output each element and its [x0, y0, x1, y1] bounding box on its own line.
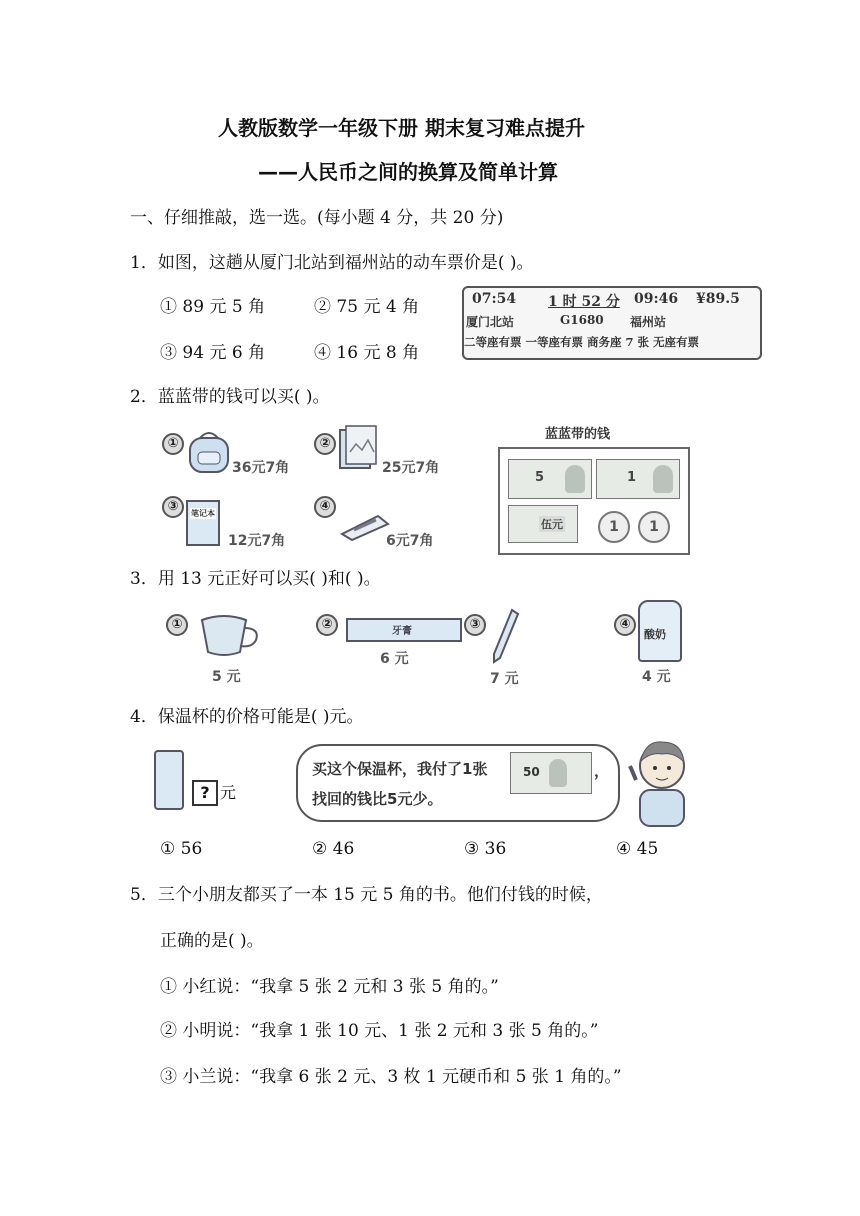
- speech-comma: ，: [594, 762, 610, 780]
- one-yuan-coin: 1: [598, 511, 630, 543]
- q1-option-4[interactable]: ④ 16 元 8 角: [314, 343, 420, 363]
- q3-item-2-price: 6 元: [380, 651, 409, 667]
- cup-icon[interactable]: [198, 612, 264, 664]
- money-title: 蓝蓝带的钱: [545, 427, 611, 442]
- yogurt-label: 酸奶: [644, 628, 666, 641]
- q2-item-1-price: 36元7角: [232, 460, 290, 476]
- pen-icon[interactable]: [488, 606, 522, 670]
- q2-item-1-number: ①: [162, 433, 184, 455]
- depart-time: 07:54: [472, 291, 517, 307]
- portrait-icon: [549, 759, 567, 787]
- q2-item-4-price: 6元7角: [386, 533, 434, 549]
- speech-line-2: 找回的钱比5元少。: [312, 790, 443, 808]
- thermos-cup-icon: [154, 750, 184, 810]
- q2-item-4-number: ④: [314, 496, 336, 518]
- section-heading: 一、仔细推敲，选一选。(每小题 4 分，共 20 分): [130, 208, 504, 228]
- toothpaste-icon[interactable]: [346, 618, 462, 642]
- note-value-5: 5: [535, 470, 545, 485]
- yogurt-icon[interactable]: [638, 600, 682, 662]
- note-value-1: 1: [627, 470, 637, 485]
- duration: 1 时 52 分: [548, 294, 620, 310]
- five-jiao-note: [508, 505, 578, 543]
- question-5-stem: 5．三个小朋友都买了一本 15 元 5 角的书。他们付钱的时候，: [130, 885, 603, 905]
- pencil-case-icon[interactable]: [338, 508, 392, 546]
- q2-item-2-number: ②: [314, 433, 336, 455]
- question-5-stem-line-2: 正确的是( )。: [160, 931, 264, 951]
- lanlan-money-frame: [498, 447, 690, 555]
- unknown-price-box: ?: [192, 780, 218, 806]
- boy-character-icon: [626, 736, 696, 832]
- q3-item-4-number: ④: [614, 614, 636, 636]
- q3-item-2-number: ②: [316, 614, 338, 636]
- note-value-5-jiao: 伍元: [541, 518, 563, 531]
- q5-option-1[interactable]: ① 小红说：“我拿 5 张 2 元和 3 张 5 角的。”: [160, 977, 499, 997]
- q3-item-1-number: ①: [166, 614, 188, 636]
- q2-item-3-number: ③: [162, 496, 184, 518]
- page-title: 人教版数学一年级下册 期末复习难点提升: [218, 116, 585, 140]
- notebook-icon[interactable]: [186, 500, 220, 546]
- train-ticket: [462, 286, 762, 360]
- q3-item-1-price: 5 元: [212, 669, 241, 685]
- q3-item-4-price: 4 元: [642, 669, 671, 685]
- speech-line-1: 买这个保温杯，我付了1张: [312, 760, 488, 778]
- unknown-price-unit: 元: [220, 783, 237, 802]
- q4-option-1[interactable]: ① 56: [160, 839, 203, 859]
- q1-option-3[interactable]: ③ 94 元 6 角: [160, 343, 266, 363]
- q1-option-2[interactable]: ② 75 元 4 角: [314, 297, 420, 317]
- speech-bubble: [296, 744, 620, 822]
- question-4-stem: 4．保温杯的价格可能是( )元。: [130, 707, 364, 727]
- arrive-time: 09:46: [634, 291, 679, 307]
- from-station: 厦门北站: [466, 315, 515, 329]
- notebook-label: 笔记本: [191, 509, 215, 518]
- question-3-stem: 3．用 13 元正好可以买( )和( )。: [130, 569, 381, 589]
- fifty-yuan-note: [510, 752, 592, 794]
- books-icon[interactable]: [336, 424, 380, 476]
- q1-option-1[interactable]: ① 89 元 5 角: [160, 297, 266, 317]
- q3-item-3-price: 7 元: [490, 671, 519, 687]
- q4-option-4[interactable]: ④ 45: [616, 839, 659, 859]
- question-2-stem: 2．蓝蓝带的钱可以买( )。: [130, 387, 330, 407]
- one-yuan-coin: 1: [638, 511, 670, 543]
- q2-item-2-price: 25元7角: [382, 460, 440, 476]
- train-number: G1680: [560, 313, 604, 327]
- portrait-icon: [653, 465, 673, 493]
- to-station: 福州站: [630, 315, 667, 329]
- q2-item-3-price: 12元7角: [228, 533, 286, 549]
- page-subtitle: ——人民币之间的换算及简单计算: [258, 160, 558, 184]
- five-yuan-note: [508, 459, 592, 499]
- ticket-price: ¥89.5: [696, 291, 740, 307]
- toothpaste-label: 牙膏: [392, 626, 412, 637]
- one-yuan-note: [596, 459, 680, 499]
- q4-option-2[interactable]: ② 46: [312, 839, 355, 859]
- portrait-icon: [565, 465, 585, 493]
- q4-option-3[interactable]: ③ 36: [464, 839, 507, 859]
- question-1-stem: 1．如图，这趟从厦门北站到福州站的动车票价是( )。: [130, 253, 534, 273]
- q5-option-2[interactable]: ② 小明说：“我拿 1 张 10 元、1 张 2 元和 3 张 5 角的。”: [160, 1021, 599, 1041]
- q3-item-3-number: ③: [464, 614, 486, 636]
- backpack-icon[interactable]: [186, 430, 234, 478]
- note-value-50: 50: [523, 765, 540, 779]
- seat-availability: 二等座有票 一等座有票 商务座 7 张 无座有票: [464, 335, 700, 349]
- q5-option-3[interactable]: ③ 小兰说：“我拿 6 张 2 元、3 枚 1 元硬币和 5 张 1 角的。”: [160, 1067, 622, 1087]
